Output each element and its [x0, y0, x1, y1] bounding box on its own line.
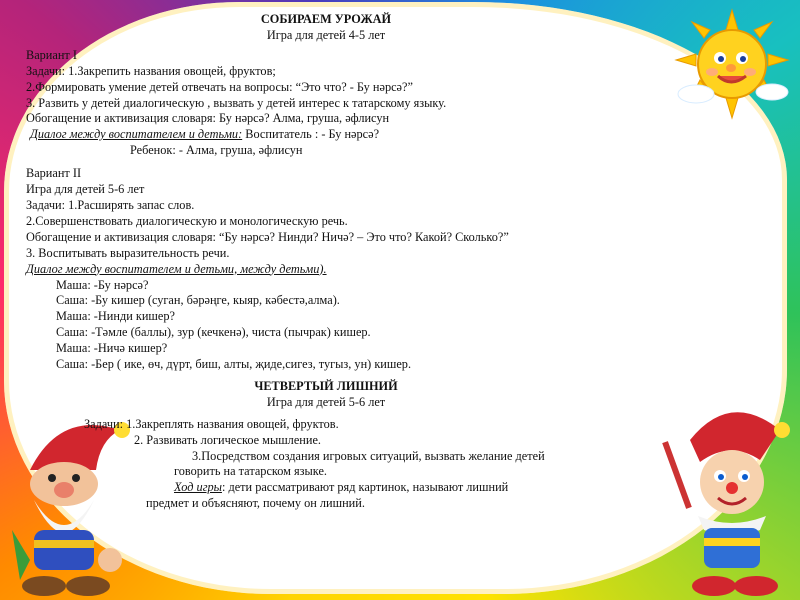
variant2-dialog [26, 278, 626, 373]
game2-task3a: 3.Посредством создания игровых ситуаций, вызвать желание детей [192, 448, 545, 463]
game2-course-text: : дети рассматривают ряд картинок, называют лишний [221, 480, 509, 495]
game2-course-label: Ход игры [174, 480, 222, 495]
dialog-line: Маша: -Нинди кишер? [56, 309, 175, 324]
variant2-label: Вариант II [26, 166, 82, 181]
document-body [26, 12, 626, 512]
dialog-line: Саша: -Бер ( ике, өч, дүрт, биш, алты, җиде,сигез, тугыз, ун) кишер. [56, 357, 412, 372]
variant1-dialog [26, 127, 626, 143]
game2-title: ЧЕТВЕРТЫЙ ЛИШНИЙ [254, 378, 398, 393]
dialog-line: Маша: -Ничә кишер? [56, 341, 168, 356]
variant1-dialog-label: Диалог между воспитателем и детьми: [30, 127, 243, 142]
variant1-dialog-child: Ребенок: - Алма, груша, әфлисун [130, 143, 303, 158]
sun-icon [672, 8, 792, 120]
game1-title: СОБИРАЕМ УРОЖАЙ [260, 12, 392, 26]
variant2-subtitle: Игра для детей 5-6 лет [26, 182, 145, 197]
variant2-task3: 3. Воспитывать выразительность речи. [26, 245, 230, 260]
game2-task2: 2. Развивать логическое мышление. [134, 432, 321, 447]
dialog-line: Саша: -Тәмле (баллы), зур (кечкенә), чиста (пычрак) кишер. [56, 325, 371, 340]
variant2-dialog-label: Диалог между воспитателем и детьми, между детьми). [26, 261, 327, 276]
game2-subtitle: Игра для детей 5-6 лет [266, 394, 386, 409]
variant1-task1: Задачи: 1.Закрепить названия овощей, фруктов; [26, 63, 276, 78]
game2-task1: Задачи: 1.Закреплять названия овощей, фруктов. [84, 416, 339, 431]
dialog-line: Саша: -Бу кишер (суган, бәрәңге, кыяр, кәбестә,алма). [56, 293, 340, 308]
game2-course [26, 480, 626, 496]
variant1-vocab: Обогащение и активизация словаря: Бу нәрсә? Алма, груша, әфлисун [26, 111, 390, 126]
game2-task3b: говорить на татарском языке. [174, 464, 328, 479]
game2-course-text2: предмет и объясняют, почему он лишний. [146, 496, 365, 511]
clown-icon [660, 400, 800, 600]
variant1-label: Вариант I [26, 47, 77, 62]
game1-subtitle: Игра для детей 4-5 лет [266, 27, 386, 42]
variant2-vocab: Обогащение и активизация словаря: “Бу нәрсә? Нинди? Ничә? – Это что? Какой? Сколько?” [26, 229, 509, 244]
variant1-task2: 2.Формировать умение детей отвечать на вопросы: “Это что? - Бу нәрсә?” [26, 79, 413, 94]
dialog-line: Маша: -Бу нәрсә? [56, 277, 149, 292]
variant1-task3: 3. Развить у детей диалогическую , вызвать у детей интерес к татарскому языку. [26, 95, 447, 110]
variant2-task1: Задачи: 1.Расширять запас слов. [26, 197, 195, 212]
variant2-task2: 2.Совершенствовать диалогическую и монологическую речь. [26, 213, 348, 228]
variant1-dialog-teacher: Воспитатель : - Бу нәрсә? [242, 127, 380, 142]
